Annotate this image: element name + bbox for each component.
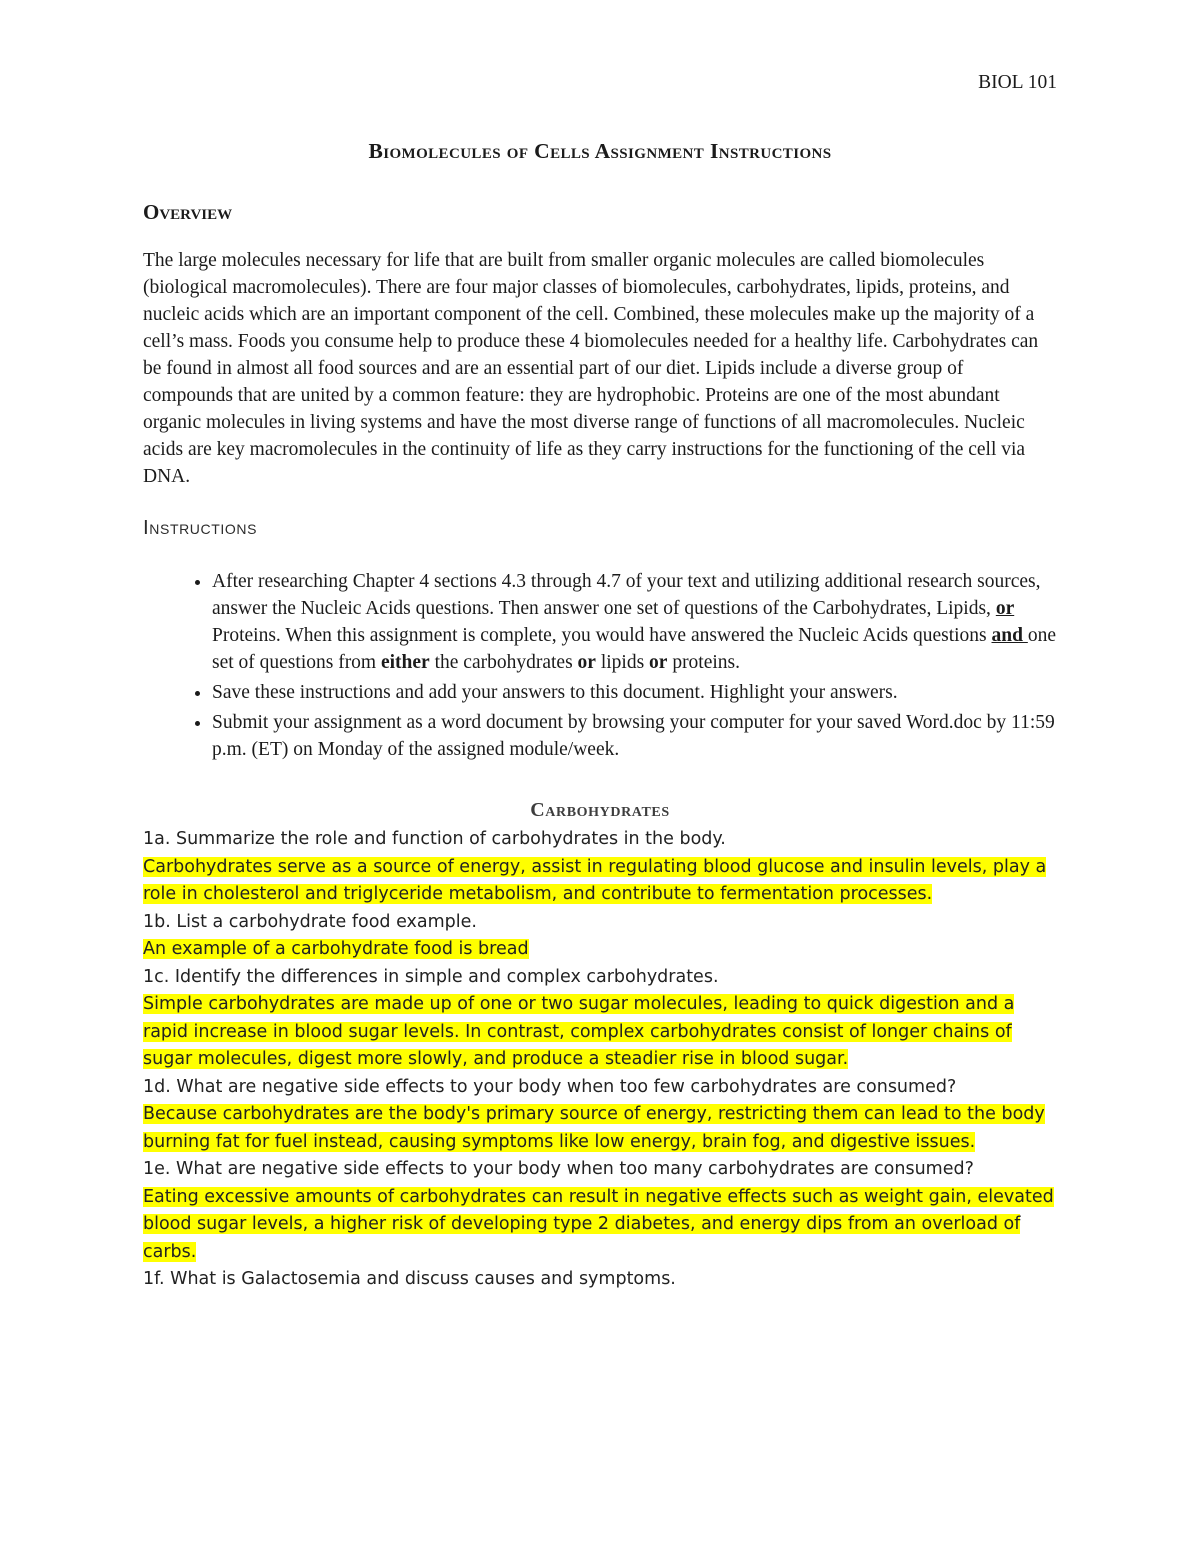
answer-1e xyxy=(143,1184,1057,1267)
emphasis-or-2: or xyxy=(577,652,596,674)
instruction-1-text: the carbohydrates xyxy=(429,652,578,674)
instruction-1-text: After researching Chapter 4 sections 4.3 through 4.7 of your text and utilizing additional research sources, answer the Nucleic Acids questions. Then answer one set of questions of the Carbohydrates, Lipids, xyxy=(212,571,1041,620)
question-1a: 1a. Summarize the role and function of carbohydrates in the body. xyxy=(143,829,726,850)
instruction-1-text: lipids xyxy=(595,652,650,674)
emphasis-or-3: or xyxy=(649,652,668,674)
instruction-1-text: one set of questions from xyxy=(212,625,1056,674)
instructions-heading: Instructions xyxy=(143,516,258,540)
emphasis-either: either xyxy=(380,652,430,674)
question-1f: 1f. What is Galactosemia and discuss causes and symptoms. xyxy=(143,1269,676,1290)
highlighted-answer-1b: An example of a carbohydrate food is bread xyxy=(143,939,529,960)
course-code: BIOL 101 xyxy=(978,72,1057,93)
question-1c: 1c. Identify the differences in simple and complex carbohydrates. xyxy=(143,966,719,987)
emphasis-or-1: or xyxy=(995,598,1015,620)
highlighted-answer-1e: Eating excessive amounts of carbohydrates can result in negative effects such as weight gain, elevated blood sugar levels, a higher risk of developing type 2 diabetes, and energy dips from an overload of carbs. xyxy=(143,1186,1054,1262)
overview-heading: Overview xyxy=(143,200,233,225)
answer-1d xyxy=(143,1101,1057,1156)
instruction-item-3: • Submit your assignment as a word document by browsing your computer for your saved Word.doc by 11:59 p.m. (ET) on Monday of the assigned module/week. xyxy=(212,709,1057,763)
highlighted-answer-1d: Because carbohydrates are the body's primary source of energy, restricting them can lead to the body burning fat for fuel instead, causing symptoms like low energy, brain fog, and digestive issues. xyxy=(143,1104,1045,1152)
instruction-1-text: Proteins. When this assignment is complete, you would have answered the Nucleic Acids questions xyxy=(212,625,992,647)
emphasis-and: and xyxy=(991,625,1028,647)
instructions-list xyxy=(143,568,1057,763)
instruction-item-1 xyxy=(212,568,1057,676)
answer-1c xyxy=(143,991,1057,1074)
question-1d: 1d. What are negative side effects to your body when too few carbohydrates are consumed? xyxy=(143,1076,957,1097)
carbohydrates-section xyxy=(143,826,1057,1294)
highlighted-answer-1c: Simple carbohydrates are made up of one or two sugar molecules, leading to quick digestion and a rapid increase in blood sugar levels. In contrast, complex carbohydrates consist of longer chains of sugar molecules, digest more slowly, and produce a steadier rise in blood sugar. xyxy=(143,994,1015,1070)
document-title: Biomolecules of Cells Assignment Instructions xyxy=(368,139,832,164)
instruction-1-text: proteins. xyxy=(667,652,741,674)
instruction-item-2: • Save these instructions and add your answers to this document. Highlight your answers. xyxy=(212,679,1057,706)
highlighted-answer-1a: Carbohydrates serve as a source of energy, assist in regulating blood glucose and insulin levels, play a role in cholesterol and triglyceride metabolism, and contribute to fermentation processes. xyxy=(143,856,1047,905)
question-1e: 1e. What are negative side effects to your body when too many carbohydrates are consumed? xyxy=(143,1159,974,1180)
answer-1a xyxy=(143,854,1057,909)
overview-paragraph: The large molecules necessary for life that are built from smaller organic molecules are called biomolecules (biological macromolecules). There are four major classes of biomolecules, carbohydrates, lipids, proteins, and nucleic acids which are an important component of the cell. Combined, these molecules make up the majority of a cell’s mass. Foods you consume help to produce these 4 biomolecules needed for a healthy life. Carbohydrates can be found in almost all food sources and are an essential part of our diet. Lipids include a diverse group of compounds that are united by a common feature: they are hydrophobic. Proteins are one of the most abundant organic molecules in living systems and have the most diverse range of functions of all macromolecules. Nucleic acids are key macromolecules in the continuity of life as they carry instructions for the functioning of the cell via DNA. xyxy=(143,250,1039,488)
question-1b: 1b. List a carbohydrate food example. xyxy=(143,911,477,932)
answer-1b xyxy=(143,936,1057,964)
carbohydrates-heading: Carbohydrates xyxy=(530,799,670,822)
